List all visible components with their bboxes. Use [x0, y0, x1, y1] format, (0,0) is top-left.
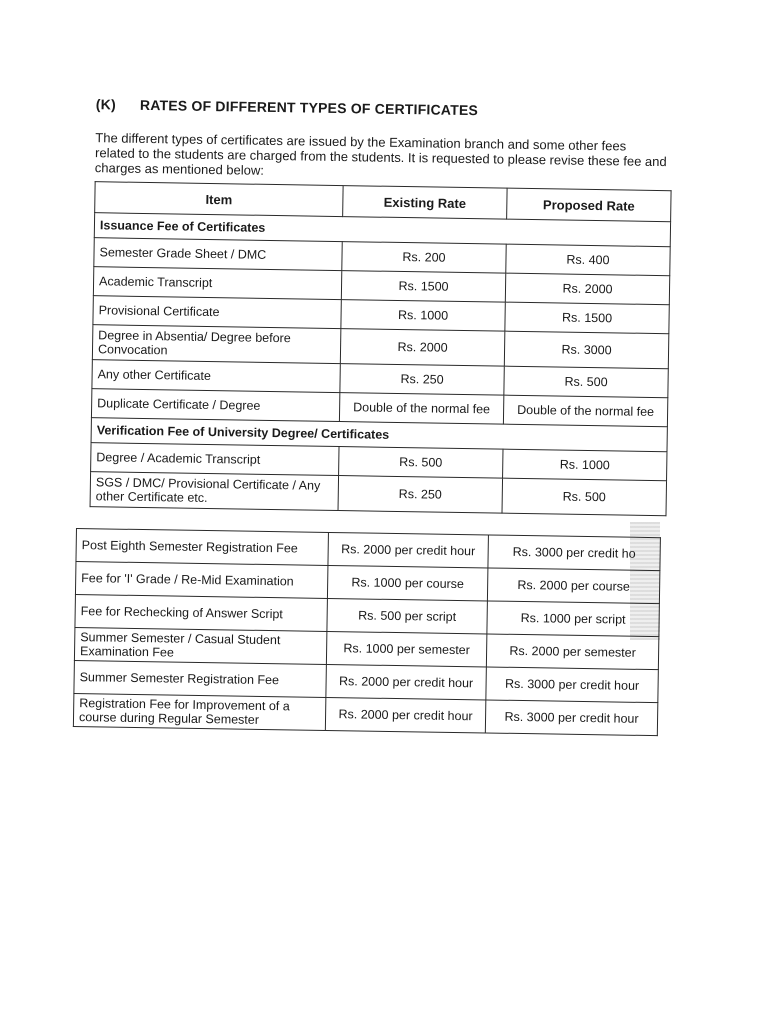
proposed-rate-cell: Rs. 1000 [503, 449, 667, 481]
group-title: Issuance Fee of Certificates [94, 213, 670, 247]
header-existing-rate: Existing Rate [343, 186, 507, 220]
existing-rate-cell: Rs. 1500 [341, 271, 505, 303]
existing-rate-cell: Rs. 250 [338, 476, 503, 514]
existing-rate-cell: Rs. 2000 per credit hour [328, 532, 488, 568]
additional-fees-table [73, 528, 661, 736]
item-cell: Any other Certificate [92, 360, 340, 393]
scanned-upper-section [78, 96, 684, 516]
existing-rate-cell: Rs. 1000 per semester [326, 631, 486, 667]
item-cell: Summer Semester / Casual Student Examination Fee [74, 627, 326, 664]
proposed-rate-cell: Rs. 3000 per credit hour [486, 667, 658, 703]
item-cell: Degree / Academic Transcript [91, 443, 339, 476]
existing-rate-cell: Rs. 1000 per course [327, 565, 487, 601]
header-item: Item [95, 182, 343, 217]
item-cell: SGS / DMC/ Provisional Certificate / Any other Certificate etc. [90, 472, 339, 511]
proposed-rate-cell: Rs. 1500 [505, 302, 669, 334]
existing-rate-cell: Rs. 200 [342, 242, 506, 274]
proposed-rate-cell: Double of the normal fee [503, 395, 667, 427]
proposed-rate-cell: Rs. 3000 per credit hour [485, 700, 657, 736]
proposed-rate-cell: Rs. 3000 [504, 331, 669, 369]
proposed-rate-cell: Rs. 2000 [505, 273, 669, 305]
item-cell: Summer Semester Registration Fee [74, 660, 326, 697]
existing-rate-cell: Rs. 2000 per credit hour [325, 697, 485, 733]
proposed-rate-cell: Rs. 3000 per credit ho [488, 535, 660, 571]
section-label: (K) [95, 96, 117, 113]
proposed-rate-cell: Rs. 500 [502, 478, 667, 516]
existing-rate-cell: Rs. 500 per script [327, 598, 487, 634]
rates-table [90, 181, 672, 516]
proposed-rate-cell: Rs. 500 [504, 366, 668, 398]
section-heading [96, 96, 684, 121]
item-cell: Fee for 'I' Grade / Re-Mid Examination [75, 562, 327, 599]
existing-rate-cell: Double of the normal fee [339, 393, 503, 425]
item-cell: Fee for Rechecking of Answer Script [75, 594, 327, 631]
proposed-rate-cell: Rs. 2000 per course [487, 568, 659, 604]
proposed-rate-cell: Rs. 1000 per script [487, 601, 659, 637]
header-proposed-rate: Proposed Rate [507, 188, 671, 222]
existing-rate-cell: Rs. 500 [339, 447, 503, 479]
existing-rate-cell: Rs. 1000 [341, 300, 505, 332]
existing-rate-cell: Rs. 250 [340, 364, 504, 396]
scanned-lower-section [73, 528, 661, 736]
intro-paragraph: The different types of certificates are issued by the Examination branch and some other fees related to the students are charged from the students. It is requested to please revise these fee and charges as mentioned below: [94, 130, 667, 178]
item-cell: Post Eighth Semester Registration Fee [76, 529, 328, 566]
section-title: RATES OF DIFFERENT TYPES OF CERTIFICATES [139, 96, 479, 119]
group-title: Verification Fee of University Degree/ Certificates [91, 418, 667, 452]
item-cell: Registration Fee for Improvement of a course during Regular Semester [73, 693, 325, 730]
existing-rate-cell: Rs. 2000 per credit hour [326, 664, 486, 700]
item-cell: Academic Transcript [93, 267, 341, 300]
item-cell: Duplicate Certificate / Degree [91, 389, 339, 422]
existing-rate-cell: Rs. 2000 [340, 329, 505, 367]
proposed-rate-cell: Rs. 2000 per semester [486, 634, 658, 670]
proposed-rate-cell: Rs. 400 [506, 244, 670, 276]
item-cell: Degree in Absentia/ Degree before Convocation [92, 325, 341, 364]
item-cell: Provisional Certificate [93, 296, 341, 329]
item-cell: Semester Grade Sheet / DMC [94, 238, 342, 271]
